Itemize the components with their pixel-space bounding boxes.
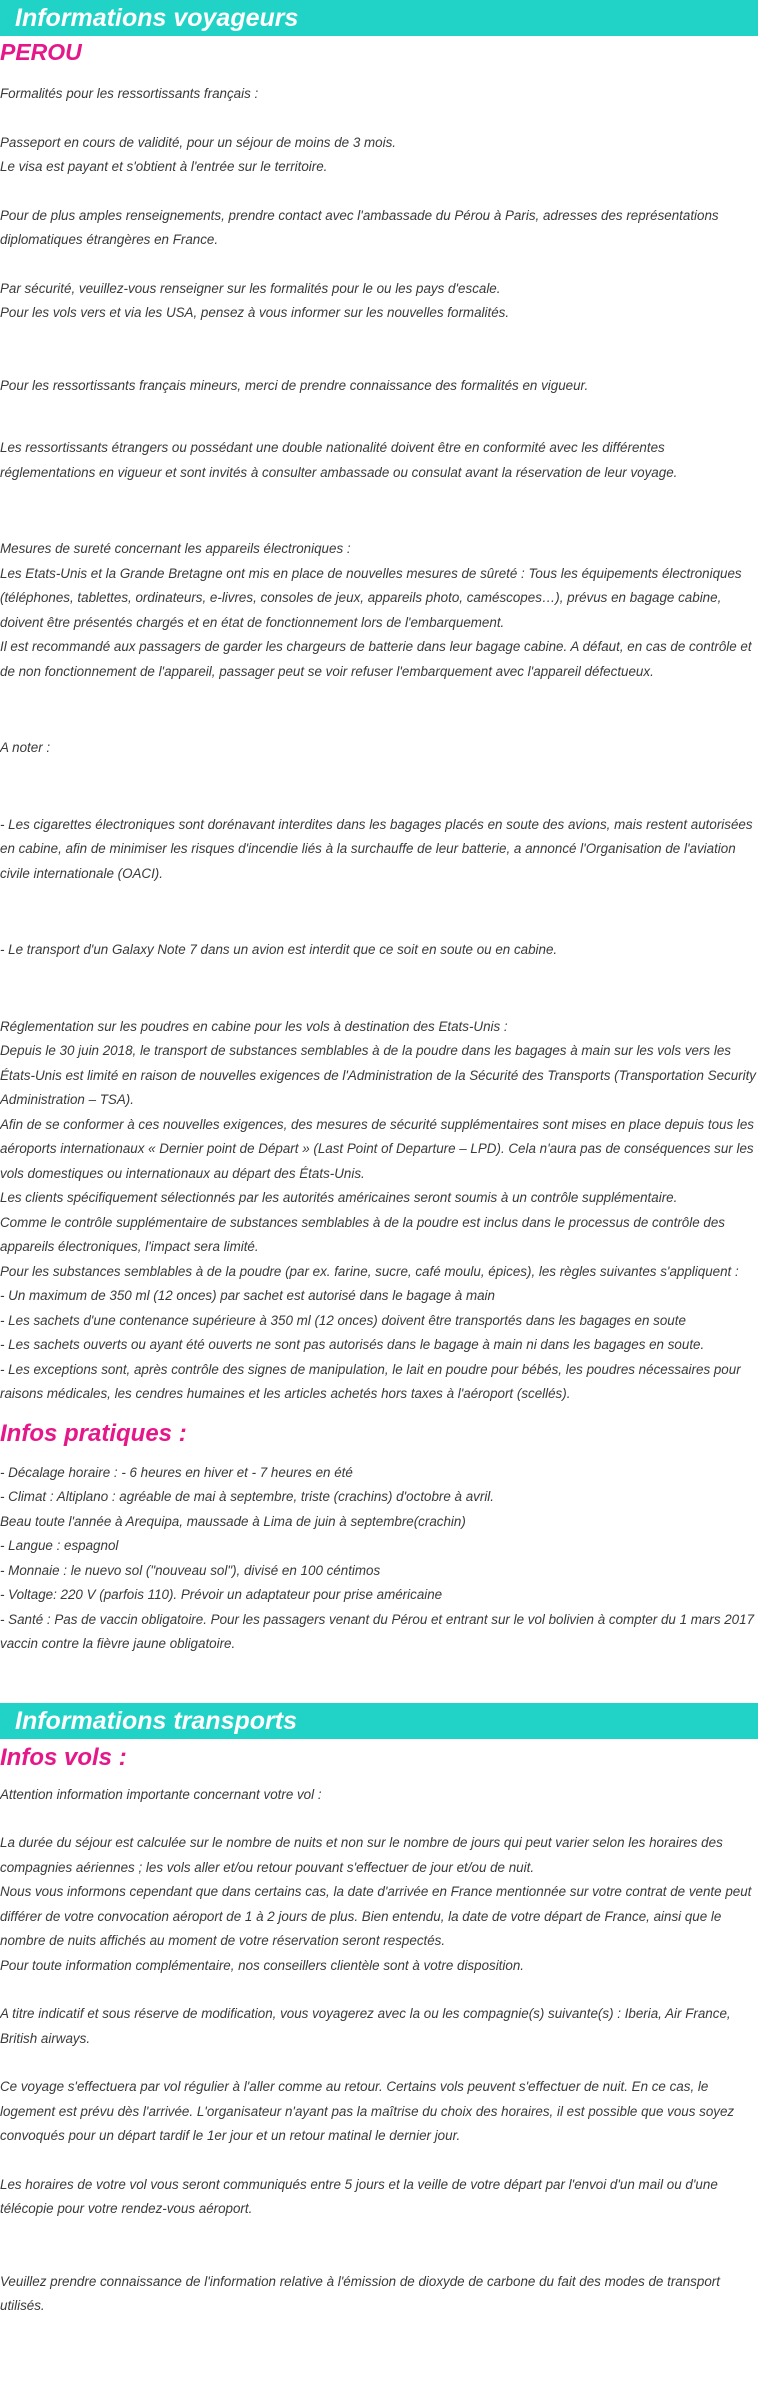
cigarettes-text: - Les cigarettes électroniques sont dorénavant interdites dans les bagages placés en soute des avions, mais restent autorisées en cabine, afin de minimiser les risques d'incendie liés à la surchauffe de leur batterie, a annoncé l'Organisation de l'aviation civile internationale (OACI).	[0, 816, 753, 881]
conseillers-text: Pour toute information complémentaire, nos conseillers clientèle sont à votre disposition.	[0, 1957, 524, 1973]
infos-vols-title: Infos vols :	[0, 1743, 127, 1771]
informons-text: Nous vous informons cependant que dans certains cas, la date d'arrivée en France mentionnée sur votre contrat de vente peut différer de votre convocation aéroport de 1 à 2 jours de plus. Bien entendu, la date de votre départ de France, ainsi que le nombre de nuits affichés au moment de votre réservation seront respectés.	[0, 1884, 752, 1948]
poudres-text-6: - Un maximum de 350 ml (12 onces) par sachet est autorisé dans le bagage à main	[0, 1288, 495, 1303]
section-band-transports: Informations transports	[0, 1703, 758, 1739]
mesures-title: Mesures de sureté concernant les appareils électroniques :	[0, 541, 351, 556]
poudres-title: Réglementation sur les poudres en cabine pour les vols à destination des Etats-Unis :	[0, 1018, 508, 1034]
infos-pratiques-title: Infos pratiques :	[0, 1419, 187, 1447]
pratiques-item: - Langue : espagnol	[0, 1538, 119, 1553]
usa-text: Pour les vols vers et via les USA, pensez à vous informer sur les nouvelles formalités.	[0, 305, 510, 320]
mesures-text-2: Il est recommandé aux passagers de garder les chargeurs de batterie dans leur bagage cabine. A défaut, en cas de contrôle et de non fonctionnement de l'appareil, passager peut se voir refuser l'embarquement avec l'appareil défectueux.	[0, 639, 752, 679]
attention-text: Attention information importante concernant votre vol :	[0, 1786, 322, 1802]
poudres-text-8: - Les sachets ouverts ou ayant été ouverts ne sont pas autorisés dans le bagage à main ni dans les bagages en soute.	[0, 1337, 705, 1352]
formalites-label: Formalités pour les ressortissants français :	[0, 86, 259, 101]
poudres-text-2: Afin de se conformer à ces nouvelles exigences, des mesures de sécurité supplémentaires sont mises en place depuis tous les aéroports internationaux « Dernier point de Départ » (Last Point of Departure – LPD). Cela n'aura pas de conséquences sur les vols domestiques ou internationaux au départ des États-Unis.	[0, 1116, 754, 1181]
pratiques-item: - Climat : Altiplano : agréable de mai à septembre, triste (crachins) d'octobre à avril.	[0, 1489, 495, 1504]
visa-text: Le visa est payant et s'obtient à l'entrée sur le territoire.	[0, 159, 328, 174]
horaires-text: Les horaires de votre vol vous seront communiqués entre 5 jours et la veille de votre départ par l'envoi d'un mail ou d'une télécopie pour votre rendez-vous aéroport.	[0, 2176, 718, 2216]
renseignements-text: Pour de plus amples renseignements, prendre contact avec l'ambassade du Pérou à Paris, adresses des représentations diplomatiques étrangères en France.	[0, 207, 719, 247]
etrangers-text: Les ressortissants étrangers ou possédant une double nationalité doivent être en conformité avec les différentes réglementations en vigueur et sont invités à consulter ambassade ou consulat avant la réservation de leur voyage.	[0, 440, 678, 480]
pratiques-item: - Décalage horaire : - 6 heures en hiver et - 7 heures en été	[0, 1464, 353, 1480]
passeport-text: Passeport en cours de validité, pour un séjour de moins de 3 mois.	[0, 134, 396, 150]
carbone-text: Veuillez prendre connaissance de l'information relative à l'émission de dioxyde de carbone du fait des modes de transport utilisés.	[0, 2273, 720, 2313]
poudres-text-7: - Les sachets d'une contenance supérieure à 350 ml (12 onces) doivent être transportés dans les bagages en soute	[0, 1312, 686, 1328]
poudres-text-4: Comme le contrôle supplémentaire de substances semblables à de la poudre est inclus dans le processus de contrôle des appareils électroniques, l'impact sera limité.	[0, 1214, 725, 1254]
galaxy-text: - Le transport d'un Galaxy Note 7 dans un avion est interdit que ce soit en soute ou en cabine.	[0, 942, 558, 957]
pratiques-item: Beau toute l'année à Arequipa, maussade à Lima de juin à septembre(crachin)	[0, 1513, 466, 1529]
poudres-text-3: Les clients spécifiquement sélectionnés par les autorités américaines seront soumis à un contrôle supplémentaire.	[0, 1190, 678, 1205]
section-band-voyageurs: Informations voyageurs	[0, 0, 758, 36]
duree-text: La durée du séjour est calculée sur le nombre de nuits et non sur le nombre de jours qui peut varier selon les horaires des compagnies aériennes ; les vols aller et/ou retour pouvant s'effectuer de jour et/ou de nuit.	[0, 1835, 723, 1875]
pratiques-item: - Monnaie : le nuevo sol ("nouveau sol"), divisé en 100 céntimos	[0, 1562, 381, 1578]
securite-text: Par sécurité, veuillez-vous renseigner sur les formalités pour le ou les pays d'escale.	[0, 280, 501, 296]
mesures-text-1: Les Etats-Unis et la Grande Bretagne ont mis en place de nouvelles mesures de sûreté : Tous les équipements électroniques (téléphones, tablettes, ordinateurs, e-livres, consoles de jeux, appareils photo, caméscopes…), prévus en bagage cabine, doivent être présentés chargés et en état de fonctionnement lors de l'embarquement.	[0, 565, 742, 630]
poudres-text-9: - Les exceptions sont, après contrôle des signes de manipulation, le lait en poudre pour bébés, les poudres nécessaires pour raisons médicales, les cendres humaines et les articles achetés hors taxes à l'aéroport (scellés).	[0, 1361, 741, 1401]
regulier-text: Ce voyage s'effectuera par vol régulier à l'aller comme au retour. Certains vols peuvent s'effectuer de nuit. En ce cas, le logement est prévu dès l'arrivée. L'organisateur n'ayant pas la maîtrise du choix des horaires, il est possible que vous soyez convoqués pour un départ tardif le 1er jour et un retour matinal le dernier jour.	[0, 2079, 735, 2143]
pratiques-item: - Voltage: 220 V (parfois 110). Prévoir un adaptateur pour prise américaine	[0, 1587, 443, 1602]
compagnies-text: A titre indicatif et sous réserve de modification, vous voyagerez avec la ou les compagnie(s) suivante(s) : Iberia, Air France, British airways.	[0, 2006, 731, 2046]
a-noter-label: A noter :	[0, 740, 51, 755]
mineurs-text: Pour les ressortissants français mineurs, merci de prendre connaissance des formalités en vigueur.	[0, 377, 589, 393]
country-title: PEROU	[0, 39, 82, 65]
poudres-text-1: Depuis le 30 juin 2018, le transport de substances semblables à de la poudre dans les bagages à main sur les vols vers les États-Unis est limité en raison de nouvelles exigences de l'Administration de la Sécurité des Transports (Transportation Security Administration – TSA).	[0, 1043, 757, 1107]
poudres-text-5: Pour les substances semblables à de la poudre (par ex. farine, sucre, café moulu, épices), les règles suivantes s'appliquent :	[0, 1263, 739, 1279]
pratiques-item: - Santé : Pas de vaccin obligatoire. Pour les passagers venant du Pérou et entrant sur le vol bolivien à compter du 1 mars 2017 vaccin contre la fièvre jaune obligatoire.	[0, 1611, 755, 1651]
